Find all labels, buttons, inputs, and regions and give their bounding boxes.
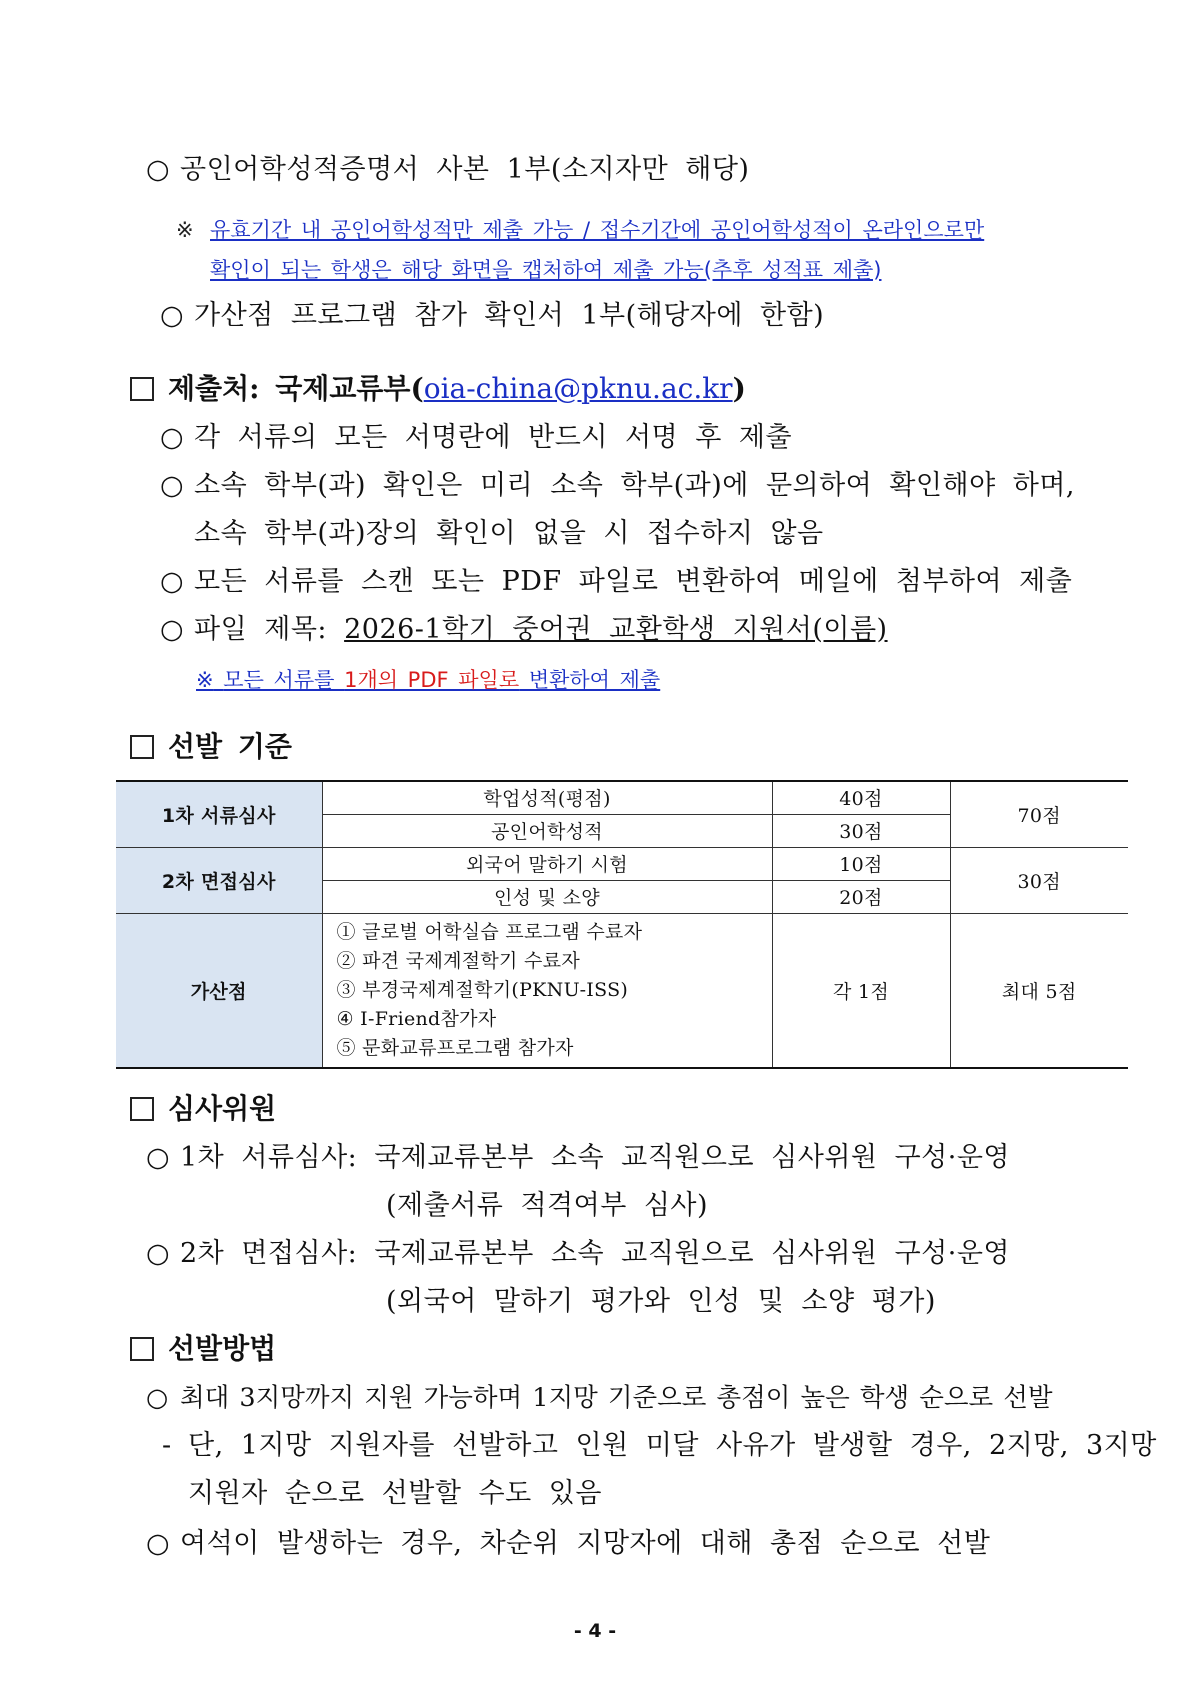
note-line-2: 확인이 되는 학생은 해당 화면을 캡처하여 제출 가능(추후 성적표 제출)	[210, 258, 882, 282]
submission-item-text: 각 서류의 모든 서명란에 반드시 서명 후 제출	[194, 422, 793, 453]
note-line-1: 유효기간 내 공인어학성적만 제출 가능 / 접수기간에 공인어학성적이 온라인으로만	[210, 218, 985, 242]
bonus-item: ⑤ 문화교류프로그램 참가자	[336, 1036, 574, 1059]
bullet-dash: -	[162, 1430, 172, 1461]
bullet-circle: ○	[160, 614, 185, 645]
submission-item-3	[160, 564, 1072, 600]
filename-label: 파일 제목:	[194, 614, 345, 645]
criteria-heading	[130, 728, 292, 766]
checkbox-square-icon	[130, 1097, 154, 1121]
bonus-score: 각 1점	[772, 913, 950, 1068]
method-dash-item	[162, 1428, 1157, 1464]
bonus-item-list	[322, 913, 772, 1068]
item-score: 40점	[772, 781, 950, 814]
doc-item-bonus-cert	[160, 298, 824, 334]
bullet-circle: ○	[146, 1238, 171, 1269]
committee-item-1	[146, 1140, 1010, 1176]
note-part-3: 변환하여 제출	[519, 668, 661, 692]
checkbox-square-icon	[130, 377, 154, 401]
criteria-heading-text: 선발 기준	[168, 730, 292, 763]
submission-item-text: 소속 학부(과) 확인은 미리 소속 학부(과)에 문의하여 확인해야 하며,	[194, 470, 1076, 501]
committee-item-sub: (제출서류 적격여부 심사)	[386, 1190, 709, 1221]
category-first: 1차 서류심사	[116, 781, 322, 847]
criteria-table	[116, 780, 1128, 1069]
method-dash-text: 지원자 순으로 선발할 수도 있음	[188, 1478, 602, 1509]
method-heading-text: 선발방법	[168, 1332, 277, 1365]
bonus-item: ② 파견 국제계절학기 수료자	[336, 949, 581, 972]
bullet-circle: ○	[146, 154, 171, 185]
submission-note	[196, 664, 660, 696]
filename-value: 2026-1학기 중어권 교환학생 지원서(이름)	[344, 614, 888, 645]
table-row	[116, 913, 1128, 1068]
submission-item-2-cont	[194, 516, 824, 552]
bullet-circle: ○	[160, 422, 185, 453]
bullet-circle: ○	[160, 300, 185, 331]
doc-item-language-cert	[146, 152, 749, 188]
note-part-2-highlight: 1개의 PDF 파일로	[344, 668, 520, 692]
note-mark: ※	[196, 668, 214, 692]
item-name: 인성 및 소양	[322, 880, 772, 913]
doc-note	[176, 214, 984, 246]
bullet-circle: ○	[160, 470, 185, 501]
category-bonus: 가산점	[116, 913, 322, 1068]
submission-filename	[160, 612, 888, 648]
bonus-item: ① 글로벌 어학실습 프로그램 수료자	[336, 920, 643, 943]
doc-item-text: 가산점 프로그램 참가 확인서 1부(해당자에 한함)	[194, 300, 825, 331]
bonus-item: ④ I-Friend참가자	[336, 1007, 497, 1030]
checkbox-square-icon	[130, 735, 154, 759]
method-dash-item-cont	[188, 1476, 602, 1512]
bullet-circle: ○	[146, 1528, 171, 1559]
category-second: 2차 면접심사	[116, 847, 322, 913]
note-part-1: 모든 서류를	[223, 668, 345, 692]
note-mark: ※	[176, 218, 194, 242]
submission-item-text: 모든 서류를 스캔 또는 PDF 파일로 변환하여 메일에 첨부하여 제출	[194, 566, 1073, 597]
submission-heading-prefix: 제출처: 국제교류부(	[168, 372, 424, 405]
method-item-2	[146, 1526, 990, 1562]
item-name: 공인어학성적	[322, 814, 772, 847]
page-number: - 4 -	[573, 1620, 617, 1642]
bullet-circle: ○	[146, 1142, 171, 1173]
committee-item-text: 2차 면접심사: 국제교류본부 소속 교직원으로 심사위원 구성·운영	[180, 1238, 1010, 1269]
committee-item-1-sub	[386, 1188, 708, 1224]
method-dash-text: 단, 1지망 지원자를 선발하고 인원 미달 사유가 발생할 경우, 2지망, 3지망	[188, 1430, 1157, 1461]
committee-item-2	[146, 1236, 1010, 1272]
item-score: 30점	[772, 814, 950, 847]
bullet-circle: ○	[146, 1383, 169, 1413]
category-total: 30점	[950, 847, 1128, 913]
bonus-total: 최대 5점	[950, 913, 1128, 1068]
committee-heading-text: 심사위원	[168, 1092, 277, 1125]
submission-item-text: 소속 학부(과)장의 확인이 없을 시 접수하지 않음	[194, 518, 824, 549]
bullet-circle: ○	[160, 566, 185, 597]
committee-item-sub: (외국어 말하기 평가와 인성 및 소양 평가)	[386, 1286, 936, 1317]
submission-email-link[interactable]: oia-china@pknu.ac.kr	[423, 372, 733, 405]
method-heading	[130, 1330, 276, 1368]
doc-item-text: 공인어학성적증명서 사본 1부(소지자만 해당)	[180, 154, 750, 185]
doc-note-cont	[210, 254, 881, 286]
table-row	[116, 781, 1128, 814]
item-name: 학업성적(평점)	[322, 781, 772, 814]
checkbox-square-icon	[130, 1337, 154, 1361]
item-score: 10점	[772, 847, 950, 880]
category-total: 70점	[950, 781, 1128, 847]
submission-item-2	[160, 468, 1075, 504]
committee-item-text: 1차 서류심사: 국제교류본부 소속 교직원으로 심사위원 구성·운영	[180, 1142, 1010, 1173]
committee-heading	[130, 1090, 276, 1128]
method-item-text: 최대 3지망까지 지원 가능하며 1지망 기준으로 총점이 높은 학생 순으로 선발	[180, 1383, 1053, 1413]
submission-heading-suffix: )	[732, 372, 746, 405]
item-name: 외국어 말하기 시험	[322, 847, 772, 880]
method-item-1	[146, 1380, 1053, 1416]
submission-heading	[130, 370, 746, 408]
committee-item-2-sub	[386, 1284, 936, 1320]
bonus-item: ③ 부경국제계절학기(PKNU-ISS)	[336, 978, 629, 1001]
method-item-text: 여석이 발생하는 경우, 차순위 지망자에 대해 총점 순으로 선발	[180, 1528, 991, 1559]
table-row	[116, 847, 1128, 880]
item-score: 20점	[772, 880, 950, 913]
submission-item-1	[160, 420, 792, 456]
